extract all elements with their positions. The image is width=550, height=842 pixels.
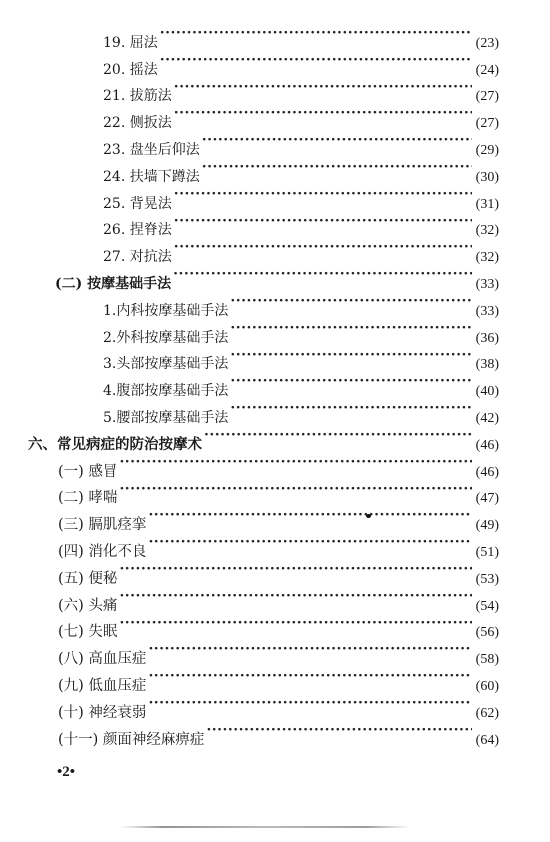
toc-entry: [0, 208, 550, 239]
toc-entry-title: (八) 高血压症: [58, 651, 147, 668]
toc-entry-page: (56): [475, 625, 499, 641]
toc-entry-page: (47): [475, 491, 499, 507]
dot-leader: [174, 181, 472, 208]
toc-entry: [0, 395, 550, 426]
dot-leader: [148, 529, 471, 556]
toc-entry-title: 4.腹部按摩基础手法: [103, 383, 229, 400]
table-of-contents: [0, 20, 550, 748]
toc-entry: [0, 690, 550, 721]
toc-entry-title: (十一) 颜面神经麻痹症: [58, 731, 205, 748]
toc-entry-title: (一) 感冒: [58, 463, 118, 480]
toc-entry: [0, 100, 550, 132]
dot-leader: [230, 315, 471, 342]
toc-entry: [0, 234, 550, 266]
toc-entry-page: (36): [475, 330, 499, 346]
toc-entry-title: 3.头部按摩基础手法: [103, 356, 229, 373]
toc-entry-title: 24. 扶墙下蹲法: [103, 168, 200, 185]
dot-leader: [160, 20, 472, 47]
toc-entry-page: (32): [475, 250, 499, 266]
dot-leader: [204, 422, 472, 449]
dot-leader: [174, 208, 472, 235]
toc-entry-title: 2.外科按摩基础手法: [103, 329, 229, 346]
dot-leader: [174, 100, 472, 127]
dot-leader: [119, 610, 471, 637]
toc-entry-page: (51): [475, 544, 499, 560]
toc-entry-page: (54): [475, 598, 499, 614]
toc-entry: [0, 288, 550, 319]
toc-entry-page: (42): [475, 410, 499, 426]
toc-entry: [0, 529, 550, 560]
toc-entry-title: (四) 消化不良: [58, 543, 147, 560]
toc-entry: [0, 663, 550, 694]
dot-leader: [206, 717, 471, 744]
dot-leader: [148, 502, 471, 529]
toc-entry-page: (27): [475, 89, 499, 105]
toc-entry-title: (六) 头痛: [58, 597, 118, 614]
toc-entry: [0, 20, 550, 51]
toc-entry-page: (32): [475, 223, 499, 239]
toc-entry-title: 23. 盘坐后仰法: [103, 141, 200, 158]
dot-leader: [230, 395, 471, 422]
toc-entry-page: (53): [475, 571, 499, 587]
dot-leader: [202, 154, 472, 181]
toc-entry-page: (64): [475, 732, 499, 748]
toc-entry-title: 22. 侧扳法: [103, 115, 172, 132]
toc-entry-title: (十) 神经衰弱: [58, 704, 147, 721]
toc-entry-page: (33): [475, 276, 499, 292]
toc-entry-page: (60): [475, 678, 499, 694]
dot-leader: [174, 74, 472, 101]
toc-entry-page: (24): [475, 62, 499, 78]
toc-entry-title: 1.内科按摩基础手法: [103, 302, 229, 319]
toc-entry-title: 26. 捏脊法: [103, 222, 172, 239]
toc-entry-title: 5.腰部按摩基础手法: [103, 409, 229, 426]
toc-entry-page: (62): [475, 705, 499, 721]
dot-leader: [119, 556, 471, 583]
toc-entry-page: (38): [475, 357, 499, 373]
toc-entry-title: (九) 低血压症: [58, 677, 147, 694]
dot-leader: [148, 690, 471, 717]
toc-entry-page: (46): [475, 464, 499, 480]
dot-leader: [148, 636, 471, 663]
toc-chapter-heading: [0, 422, 550, 453]
toc-entry-title: 25. 背晃法: [103, 195, 172, 212]
toc-entry: [0, 127, 550, 158]
toc-section-heading: [0, 261, 550, 292]
toc-entry-title: 19. 屈法: [103, 34, 158, 51]
dot-leader: [230, 368, 471, 395]
toc-entry-title: (二) 哮喘: [58, 490, 118, 507]
toc-entry: [0, 556, 550, 587]
toc-entry-title: 21. 拔筋法: [103, 88, 172, 105]
dot-leader: [148, 663, 471, 690]
toc-entry: [0, 583, 550, 614]
toc-entry: [0, 636, 550, 668]
toc-entry-page: (23): [475, 35, 499, 51]
toc-entry-title: 六、常见病症的防治按摩术: [28, 435, 202, 453]
toc-entry-page: (49): [475, 518, 499, 534]
toc-entry-page: (30): [475, 169, 499, 185]
toc-entry-title: (三) 膈肌痉挛: [58, 517, 147, 534]
toc-entry: [0, 74, 550, 105]
dot-leader: [173, 261, 472, 288]
toc-entry-page: (29): [475, 142, 499, 158]
scan-speck: [366, 514, 371, 518]
toc-entry-title: (七) 失眠: [58, 624, 118, 641]
scan-artifact-line: [120, 826, 410, 828]
page-number: •2•: [57, 764, 76, 780]
toc-entry-title: 27. 对抗法: [103, 249, 172, 266]
toc-entry-page: (31): [475, 196, 499, 212]
toc-entry-page: (27): [475, 116, 499, 132]
toc-entry: [0, 47, 550, 78]
toc-entry-title: (五) 便秘: [58, 570, 118, 587]
dot-leader: [230, 342, 471, 369]
dot-leader: [119, 449, 471, 476]
toc-entry-page: (46): [475, 437, 499, 453]
toc-entry: [0, 181, 550, 212]
dot-leader: [119, 583, 471, 610]
toc-entry: [0, 154, 550, 185]
toc-entry: [0, 502, 550, 534]
dot-leader: [174, 234, 472, 261]
toc-entry: [0, 368, 550, 400]
dot-leader: [119, 476, 471, 503]
toc-entry: [0, 610, 550, 641]
toc-entry-page: (33): [475, 303, 499, 319]
toc-entry: [0, 476, 550, 507]
toc-entry: [0, 449, 550, 480]
toc-entry-title: 20. 摇法: [103, 61, 158, 78]
dot-leader: [160, 47, 472, 74]
toc-entry: [0, 342, 550, 373]
toc-entry: [0, 717, 550, 748]
dot-leader: [230, 288, 471, 315]
toc-entry-page: (40): [475, 384, 499, 400]
toc-entry: [0, 315, 550, 346]
toc-entry-title: (二) 按摩基础手法: [55, 275, 172, 292]
toc-entry-page: (58): [475, 652, 499, 668]
dot-leader: [202, 127, 472, 154]
